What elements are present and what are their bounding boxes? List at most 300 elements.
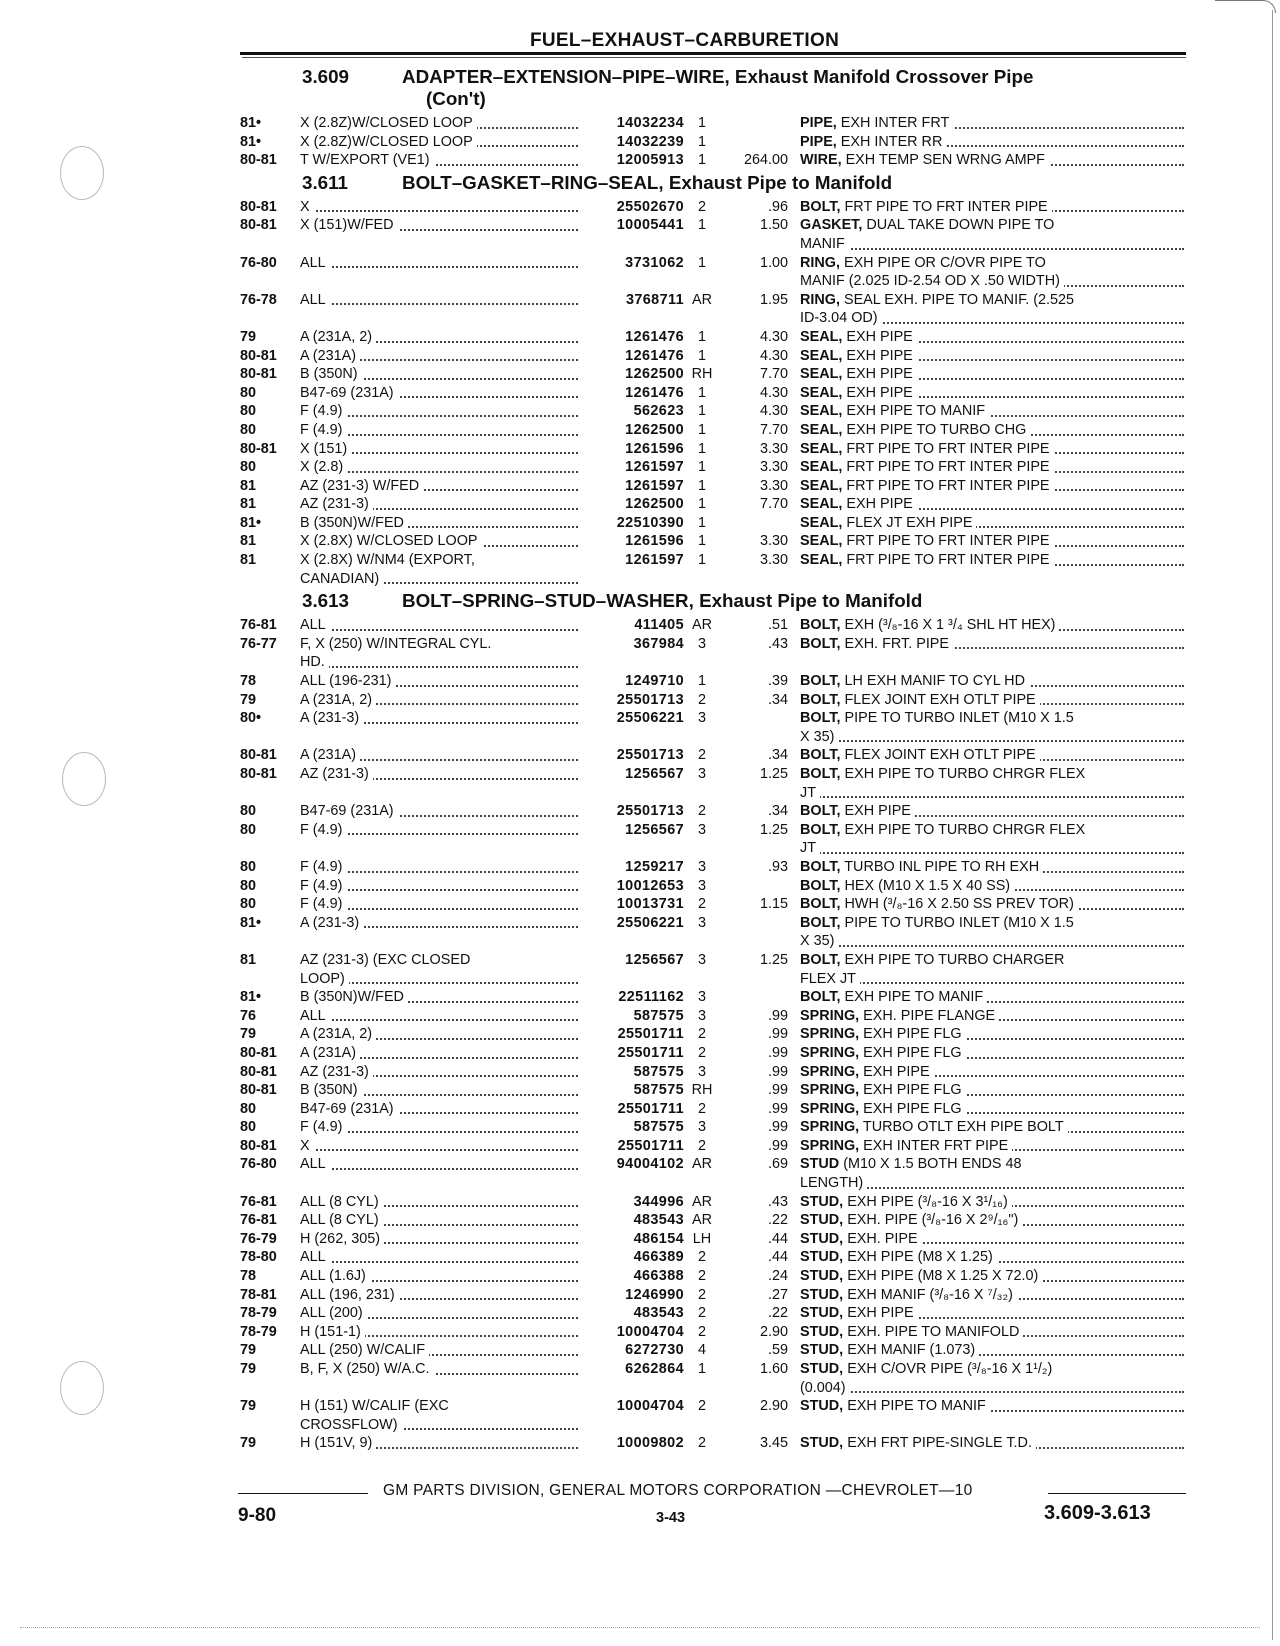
part-name-text bbox=[800, 1249, 997, 1265]
part-name-detail: PIPE TO TURBO INLET (M10 X 1.5 X 35) bbox=[800, 710, 1074, 745]
model-year: 81• bbox=[240, 133, 262, 150]
model-description-text: ALL (8 CYL) bbox=[300, 1194, 383, 1210]
model-year: 80 bbox=[240, 877, 257, 894]
part-name-noun: STUD, bbox=[800, 1230, 844, 1247]
model-description bbox=[300, 347, 584, 366]
part-number: 22510390 bbox=[616, 514, 684, 531]
model-description bbox=[300, 151, 584, 170]
model-description-text: F (4.9) bbox=[300, 403, 346, 419]
parts-listing bbox=[240, 64, 1190, 1453]
model-description bbox=[300, 1286, 584, 1305]
part-name bbox=[800, 821, 1190, 858]
part-name-text bbox=[800, 199, 1052, 215]
parts-row bbox=[240, 1155, 1190, 1192]
model-year: 80-81 bbox=[240, 347, 277, 364]
part-name-text bbox=[800, 152, 1049, 168]
section-title bbox=[402, 66, 1190, 110]
part-name bbox=[800, 1360, 1190, 1397]
model-description-text: F (4.9) bbox=[300, 422, 346, 438]
part-number: 1262500 bbox=[625, 366, 684, 383]
model-description-text: X (151) bbox=[300, 441, 351, 457]
part-name-text bbox=[800, 1398, 990, 1414]
parts-row bbox=[240, 858, 1190, 877]
part-name-noun: SEAL, bbox=[800, 421, 843, 438]
parts-row bbox=[240, 1323, 1190, 1342]
part-name bbox=[800, 384, 1190, 403]
model-description bbox=[300, 365, 584, 384]
parts-row bbox=[240, 1025, 1190, 1044]
quantity: 3 bbox=[697, 1119, 706, 1136]
parts-row bbox=[240, 1211, 1190, 1230]
quantity: 1 bbox=[697, 440, 706, 457]
model-year: 76-78 bbox=[240, 291, 277, 308]
part-number: 25501711 bbox=[617, 1044, 684, 1061]
part-name-noun: BOLT, bbox=[800, 747, 841, 764]
price: 3.30 bbox=[759, 459, 788, 476]
price: 1.00 bbox=[759, 254, 788, 271]
model-year: 81• bbox=[240, 115, 262, 131]
part-name-noun: STUD, bbox=[800, 1305, 844, 1322]
model-year: 78-80 bbox=[240, 1249, 277, 1266]
price: 2.90 bbox=[759, 1323, 788, 1340]
part-name bbox=[800, 1230, 1190, 1249]
part-name-detail: EXH PIPE (M8 X 1.25) bbox=[847, 1249, 993, 1266]
part-name-text bbox=[800, 673, 1029, 689]
model-description bbox=[300, 1137, 584, 1156]
model-description-text: T W/EXPORT (VE1) bbox=[300, 152, 434, 168]
part-name bbox=[800, 1267, 1190, 1286]
parts-row bbox=[240, 216, 1190, 253]
quantity: 3 bbox=[697, 914, 706, 931]
model-description-text: ALL (1.6J) bbox=[300, 1268, 370, 1284]
parts-row bbox=[240, 821, 1190, 858]
quantity: 2 bbox=[697, 1137, 706, 1154]
part-number: 1261476 bbox=[625, 347, 684, 364]
parts-row bbox=[240, 1081, 1190, 1100]
part-name bbox=[800, 746, 1190, 765]
quantity: RH bbox=[691, 366, 713, 383]
section-header bbox=[240, 66, 1190, 110]
price: .99 bbox=[767, 1082, 788, 1099]
model-description bbox=[300, 514, 584, 533]
model-description bbox=[300, 691, 584, 710]
model-description bbox=[300, 384, 584, 403]
part-name bbox=[800, 421, 1190, 440]
parts-row bbox=[240, 765, 1190, 802]
model-year: 79 bbox=[240, 1398, 257, 1415]
part-name bbox=[800, 1155, 1190, 1192]
quantity: AR bbox=[692, 617, 712, 634]
price: .99 bbox=[767, 1063, 788, 1080]
part-name-noun: BOLT, bbox=[800, 710, 841, 727]
part-name-noun: SEAL, bbox=[800, 366, 843, 383]
part-name-noun: BOLT, bbox=[800, 766, 841, 782]
price: 1.95 bbox=[759, 291, 788, 308]
model-description-text: ALL (196, 231) bbox=[300, 1287, 399, 1303]
parts-row bbox=[240, 802, 1190, 821]
price: 4.30 bbox=[759, 384, 788, 401]
part-number: 14032239 bbox=[616, 133, 684, 150]
model-description bbox=[300, 477, 584, 496]
model-description-text: ALL bbox=[300, 1249, 330, 1265]
binder-hole bbox=[60, 146, 104, 200]
part-name-text bbox=[800, 1305, 918, 1321]
part-name-detail: FRT PIPE TO FRT INTER PIPE bbox=[844, 198, 1048, 215]
footer-rule-left bbox=[238, 1493, 368, 1494]
part-name-noun: SEAL, bbox=[800, 533, 843, 550]
model-description-text: A (231A) bbox=[300, 747, 360, 763]
part-name-noun: SPRING, bbox=[800, 1063, 860, 1080]
model-description-text: H (262, 305) bbox=[300, 1231, 384, 1247]
part-name-text bbox=[800, 459, 1054, 475]
section-header bbox=[240, 172, 1190, 194]
model-description bbox=[300, 709, 584, 728]
part-name bbox=[800, 1341, 1190, 1360]
part-name-text bbox=[800, 1231, 922, 1247]
price: .51 bbox=[767, 617, 788, 634]
model-year: 80-81 bbox=[240, 1063, 277, 1080]
quantity: 3 bbox=[697, 821, 706, 838]
quantity: 2 bbox=[697, 1323, 706, 1340]
quantity: AR bbox=[692, 1212, 712, 1229]
model-description bbox=[300, 1323, 584, 1342]
price: .44 bbox=[767, 1230, 788, 1247]
part-name-detail: DUAL TAKE DOWN PIPE TO MANIF bbox=[800, 217, 1055, 252]
part-number: 1249710 bbox=[625, 673, 684, 690]
part-name-detail: PIPE TO TURBO INLET (M10 X 1.5 X 35) bbox=[800, 914, 1074, 950]
model-description-text: ALL bbox=[300, 617, 330, 633]
part-name bbox=[800, 198, 1190, 217]
part-number: 1261597 bbox=[625, 552, 684, 569]
model-year: 80 bbox=[240, 1100, 257, 1117]
model-description bbox=[300, 1155, 584, 1174]
part-name-noun: BOLT, bbox=[800, 989, 841, 1006]
model-description-text: F (4.9) bbox=[300, 1119, 346, 1135]
model-description-text: ALL bbox=[300, 255, 330, 271]
part-name-detail: EXH PIPE TO TURBO CHG bbox=[846, 421, 1027, 438]
part-name bbox=[800, 1211, 1190, 1230]
quantity: 1 bbox=[697, 347, 706, 364]
parts-row bbox=[240, 746, 1190, 765]
parts-row bbox=[240, 1100, 1190, 1119]
part-name bbox=[800, 1118, 1190, 1137]
part-name-noun: BOLT, bbox=[800, 803, 841, 820]
part-name bbox=[800, 1434, 1190, 1453]
model-year: 80 bbox=[240, 459, 257, 476]
parts-row bbox=[240, 1137, 1190, 1156]
part-name bbox=[800, 1063, 1190, 1082]
part-name-noun: SEAL, bbox=[800, 347, 843, 364]
part-name-detail: TURBO OTLT EXH PIPE BOLT bbox=[862, 1119, 1064, 1136]
part-name-text bbox=[800, 1064, 934, 1080]
part-number: 1256567 bbox=[625, 766, 684, 782]
price: .93 bbox=[767, 858, 788, 875]
part-name-text bbox=[800, 1101, 966, 1117]
part-name bbox=[800, 151, 1190, 170]
model-description bbox=[300, 1397, 584, 1434]
part-number: 562623 bbox=[633, 403, 684, 420]
model-year: 76-79 bbox=[240, 1230, 277, 1247]
model-description-text: X (2.8Z)W/CLOSED LOOP bbox=[300, 115, 477, 131]
model-year: 81 bbox=[240, 477, 257, 494]
parts-row bbox=[240, 1007, 1190, 1026]
part-name-noun: STUD, bbox=[800, 1361, 844, 1377]
part-name-detail: EXH PIPE FLG bbox=[863, 1100, 962, 1117]
part-name-text bbox=[800, 878, 1014, 894]
price: 4.30 bbox=[759, 403, 788, 420]
part-name-text bbox=[800, 1268, 1042, 1284]
model-description-text: AZ (231-3) bbox=[300, 496, 373, 512]
quantity: 1 bbox=[697, 552, 706, 569]
part-name-text bbox=[800, 915, 1074, 950]
part-name-detail: FRT PIPE TO FRT INTER PIPE bbox=[846, 440, 1050, 457]
quantity: 2 bbox=[697, 1268, 706, 1285]
part-name-detail: EXH PIPE TO MANIF bbox=[847, 1398, 986, 1415]
parts-row bbox=[240, 477, 1190, 496]
model-description-text: B, F, X (250) W/A.C. bbox=[300, 1361, 434, 1377]
model-description-text: A (231A, 2) bbox=[300, 329, 376, 345]
part-number: 1261596 bbox=[625, 440, 684, 457]
model-year: 78-81 bbox=[240, 1286, 277, 1303]
part-number: 25506221 bbox=[616, 710, 684, 727]
model-description bbox=[300, 198, 584, 217]
parts-row bbox=[240, 384, 1190, 403]
part-name-text bbox=[800, 1026, 966, 1042]
model-year: 80 bbox=[240, 384, 257, 401]
parts-row bbox=[240, 672, 1190, 691]
model-description-text: B (350N) bbox=[300, 366, 362, 382]
part-name-text bbox=[800, 1287, 1017, 1303]
model-year: 80-81 bbox=[240, 1137, 277, 1154]
part-name bbox=[800, 1248, 1190, 1267]
part-name-text bbox=[800, 1342, 979, 1358]
model-description-text: X (151)W/FED bbox=[300, 217, 398, 233]
model-description-text: ALL bbox=[300, 292, 330, 308]
part-name-detail: EXH PIPE TO TURBO CHARGER FLEX JT bbox=[800, 951, 1065, 987]
model-year: 79 bbox=[240, 1435, 257, 1452]
model-year: 78 bbox=[240, 1268, 257, 1285]
binder-hole bbox=[60, 1361, 104, 1415]
model-description-text: B (350N) bbox=[300, 1082, 362, 1098]
part-name-detail: EXH. FRT. PIPE bbox=[844, 635, 950, 652]
part-number: 25501713 bbox=[616, 747, 684, 764]
parts-row bbox=[240, 1360, 1190, 1397]
part-name-noun: BOLT, bbox=[800, 617, 841, 634]
part-number: 1259217 bbox=[625, 858, 684, 875]
part-name-noun: SEAL, bbox=[800, 328, 843, 345]
quantity: 2 bbox=[697, 803, 706, 820]
part-name-detail: EXH PIPE FLG bbox=[863, 1082, 962, 1099]
price: .43 bbox=[767, 635, 788, 652]
quantity: 1 bbox=[697, 254, 706, 271]
part-number: 22511162 bbox=[618, 989, 684, 1006]
price: 3.30 bbox=[759, 552, 788, 569]
quantity: 2 bbox=[697, 1249, 706, 1266]
part-number: 1261596 bbox=[625, 533, 684, 550]
model-description-text: AZ (231-3) (EXC CLOSED LOOP) bbox=[300, 951, 471, 987]
price: 3.30 bbox=[759, 477, 788, 494]
model-description bbox=[300, 440, 584, 459]
model-year: 80 bbox=[240, 403, 257, 420]
part-name bbox=[800, 365, 1190, 384]
part-name-text bbox=[800, 1194, 1012, 1210]
model-description bbox=[300, 1063, 584, 1082]
part-name-detail: EXH PIPE (³/₈-16 X 3¹/₁₆) bbox=[847, 1193, 1008, 1210]
section-title-main: BOLT–SPRING–STUD–WASHER, bbox=[402, 590, 694, 612]
part-name-text bbox=[800, 515, 976, 531]
part-number: 25506221 bbox=[616, 914, 684, 931]
model-year: 81 bbox=[240, 533, 257, 550]
model-description-text: X bbox=[300, 199, 314, 215]
model-year: 80 bbox=[240, 803, 257, 820]
part-name-detail: SEAL EXH. PIPE TO MANIF. (2.525 ID-3.04 OD) bbox=[800, 291, 1075, 327]
part-name bbox=[800, 1100, 1190, 1119]
part-name bbox=[800, 802, 1190, 821]
price: .39 bbox=[767, 673, 788, 690]
part-number: 1262500 bbox=[625, 496, 684, 513]
model-description-text: ALL (250) W/CALIF bbox=[300, 1342, 429, 1358]
part-name-text bbox=[800, 636, 953, 652]
part-name-text bbox=[800, 1156, 1022, 1191]
part-name-detail: LH EXH MANIF TO CYL HD bbox=[844, 673, 1025, 690]
model-description bbox=[300, 328, 584, 347]
price: 3.45 bbox=[759, 1435, 788, 1452]
parts-row bbox=[240, 1118, 1190, 1137]
part-name-noun: BOLT, bbox=[800, 877, 841, 894]
parts-row bbox=[240, 402, 1190, 421]
model-description-text: AZ (231-3) bbox=[300, 766, 373, 782]
part-name-text bbox=[800, 329, 917, 345]
footer-section-range: 3.609-3.613 bbox=[1044, 1502, 1151, 1524]
model-description bbox=[300, 1230, 584, 1249]
part-name bbox=[800, 1007, 1190, 1026]
model-description bbox=[300, 895, 584, 914]
part-number: 3731062 bbox=[625, 254, 684, 271]
parts-row bbox=[240, 551, 1190, 588]
model-description-text: H (151-1) bbox=[300, 1324, 365, 1340]
quantity: 4 bbox=[697, 1342, 706, 1359]
parts-row bbox=[240, 988, 1190, 1007]
quantity: 2 bbox=[697, 747, 706, 764]
part-number: 587575 bbox=[633, 1007, 684, 1024]
model-description bbox=[300, 1025, 584, 1044]
parts-row bbox=[240, 951, 1190, 988]
part-name-noun: SPRING, bbox=[800, 1007, 860, 1024]
quantity: 1 bbox=[697, 403, 706, 420]
part-name-noun: RING, bbox=[800, 254, 840, 271]
part-name-text bbox=[800, 1212, 1022, 1228]
model-year: 81• bbox=[240, 514, 262, 531]
part-number: 94004102 bbox=[616, 1156, 684, 1173]
part-name bbox=[800, 635, 1190, 654]
quantity: 3 bbox=[697, 951, 706, 968]
header-rule-thin bbox=[242, 57, 1186, 58]
parts-row bbox=[240, 495, 1190, 514]
model-description bbox=[300, 1360, 584, 1379]
part-name-text bbox=[800, 1324, 1023, 1340]
model-description-text: X bbox=[300, 1138, 314, 1154]
part-number: 587575 bbox=[633, 1082, 684, 1099]
model-description bbox=[300, 1248, 584, 1267]
part-name bbox=[800, 551, 1190, 570]
part-name bbox=[800, 1304, 1190, 1323]
part-name bbox=[800, 216, 1190, 253]
parts-row bbox=[240, 1341, 1190, 1360]
part-name-text bbox=[800, 952, 1064, 987]
price: .99 bbox=[767, 1007, 788, 1024]
model-year: 78-79 bbox=[240, 1323, 277, 1340]
part-name-noun: SPRING, bbox=[800, 1100, 860, 1117]
section-subtitle: Exhaust Manifold Crossover Pipe bbox=[734, 66, 1034, 87]
part-name bbox=[800, 495, 1190, 514]
quantity: AR bbox=[692, 1193, 712, 1210]
quantity: 2 bbox=[697, 1305, 706, 1322]
model-description bbox=[300, 858, 584, 877]
part-name-detail: FRT PIPE TO FRT INTER PIPE bbox=[846, 552, 1050, 569]
parts-row bbox=[240, 1248, 1190, 1267]
part-name-detail: EXH PIPE (M8 X 1.25 X 72.0) bbox=[847, 1268, 1039, 1285]
part-number: 1256567 bbox=[625, 821, 684, 838]
part-number: 1261476 bbox=[625, 328, 684, 345]
part-name-detail: EXH FRT PIPE-SINGLE T.D. bbox=[847, 1435, 1032, 1452]
part-name bbox=[800, 672, 1190, 691]
model-description bbox=[300, 551, 584, 588]
part-name-text bbox=[800, 115, 953, 131]
part-name bbox=[800, 877, 1190, 896]
part-name-text bbox=[800, 533, 1054, 549]
part-name bbox=[800, 114, 1190, 133]
part-name bbox=[800, 1137, 1190, 1156]
section-subtitle: Exhaust Pipe to Manifold bbox=[699, 590, 923, 612]
part-number: 486154 bbox=[633, 1230, 684, 1247]
model-description bbox=[300, 1193, 584, 1212]
model-year: 81 bbox=[240, 496, 257, 513]
part-name-noun: BOLT, bbox=[800, 821, 841, 838]
part-name bbox=[800, 440, 1190, 459]
footer-publisher: GM PARTS DIVISION, GENERAL MOTORS CORPORATION —CHEVROLET—10 bbox=[383, 1482, 973, 1499]
model-description bbox=[300, 133, 584, 152]
quantity: 2 bbox=[697, 1100, 706, 1117]
part-name-detail: EXH PIPE TO MANIF bbox=[844, 989, 984, 1006]
part-number: 10004704 bbox=[616, 1323, 684, 1340]
model-description-text: ALL (196-231) bbox=[300, 673, 395, 689]
part-number: 10009802 bbox=[616, 1435, 684, 1452]
part-name-text bbox=[800, 859, 1043, 875]
part-name bbox=[800, 133, 1190, 152]
price: .59 bbox=[767, 1342, 788, 1359]
quantity: AR bbox=[692, 291, 712, 308]
model-year: 80-81 bbox=[240, 152, 277, 169]
model-description bbox=[300, 877, 584, 896]
price: .34 bbox=[767, 803, 788, 820]
model-year: 80 bbox=[240, 896, 257, 913]
part-name-noun: SEAL, bbox=[800, 496, 843, 513]
model-description-text: F (4.9) bbox=[300, 896, 346, 912]
quantity: 1 bbox=[697, 421, 706, 438]
model-description bbox=[300, 1304, 584, 1323]
price: 1.25 bbox=[759, 766, 788, 782]
parts-row bbox=[240, 1434, 1190, 1453]
part-number: 14032234 bbox=[616, 115, 684, 131]
part-name-text bbox=[800, 552, 1054, 568]
model-description bbox=[300, 216, 584, 235]
part-name-detail: TURBO INL PIPE TO RH EXH bbox=[844, 858, 1040, 875]
model-description-text: ALL bbox=[300, 1156, 330, 1172]
part-number: 587575 bbox=[633, 1119, 684, 1136]
model-description-text: B47-69 (231A) bbox=[300, 385, 398, 401]
model-description-text: AZ (231-3) W/FED bbox=[300, 478, 423, 494]
model-description bbox=[300, 1211, 584, 1230]
